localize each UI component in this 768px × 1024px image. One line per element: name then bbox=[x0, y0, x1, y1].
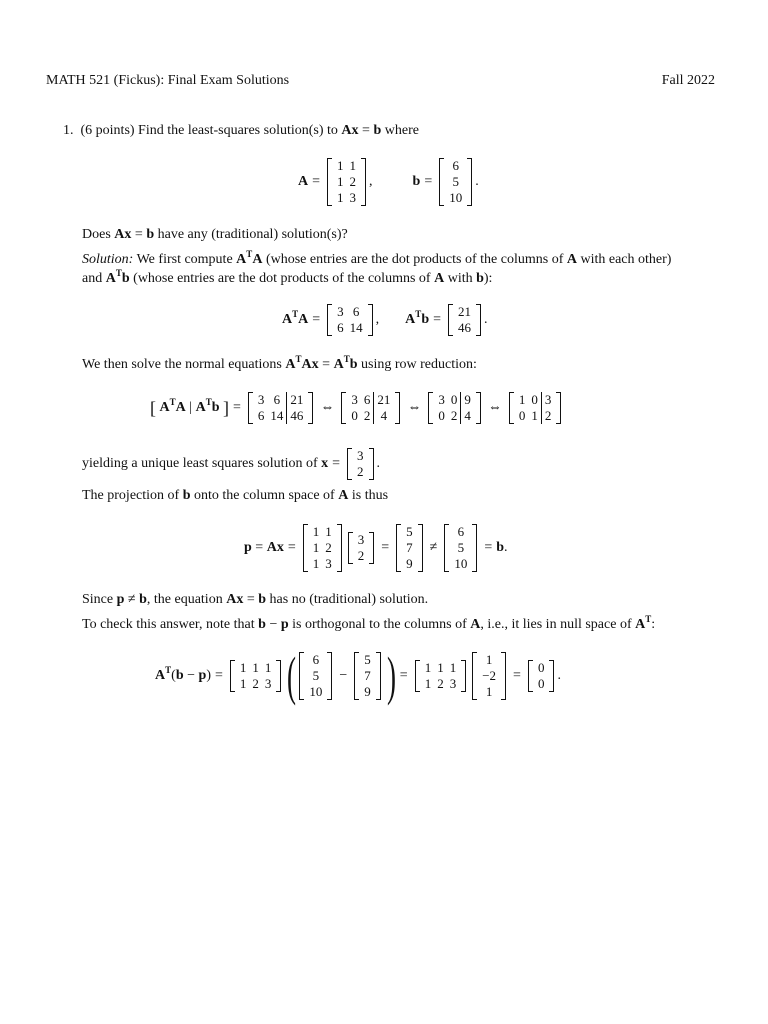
matrix-cell: 6 bbox=[273, 392, 281, 407]
matrix-cell: 7 bbox=[406, 540, 413, 555]
matrix-cell: 3 bbox=[357, 448, 364, 463]
matrix-cell: 0 bbox=[450, 392, 458, 407]
matrix-cell: 21 bbox=[287, 392, 307, 408]
vector-bminusp bbox=[472, 652, 506, 700]
matrix-cell: 3 bbox=[541, 392, 554, 408]
matrix-cell: 2 bbox=[450, 408, 458, 423]
equation-projection: p = Ax = 1 1 1 2 1 3 3 2 = 5 7 9 ≠ 6 5 10 = b . bbox=[244, 524, 508, 571]
matrix-cell: 1 bbox=[312, 556, 320, 571]
matrix-cell: 1 bbox=[337, 158, 344, 173]
matrix-cell: 0 bbox=[537, 660, 545, 675]
matrix-cell: 1 bbox=[449, 660, 457, 675]
matrix-A bbox=[327, 158, 366, 206]
matrix-cell: 0 bbox=[518, 408, 526, 423]
matrix-cell: 2 bbox=[252, 676, 259, 691]
matrix-cell: 9 bbox=[406, 556, 413, 571]
question-text: Does Ax = b have any (traditional) solution(s)? bbox=[82, 227, 348, 242]
projection-text: The projection of b onto the column space of A is thus bbox=[82, 488, 389, 503]
row-reduction: [ $A^TA$ | $A^Tb$ ] = 3 6 21 6 14 46 ⇔ 3 6 21 0 2 4 ⇔ 3 0 9 0 2 4 ⇔ 1 0 3 0 1 2 bbox=[150, 388, 564, 428]
matrix-cell: 0 bbox=[537, 676, 545, 691]
matrix-cell: 1 bbox=[337, 174, 344, 189]
open-paren: ( bbox=[287, 646, 297, 706]
matrix-cell: 1 bbox=[264, 660, 272, 675]
matrix-cell: 9 bbox=[461, 392, 474, 408]
matrix-cell: 1 bbox=[518, 392, 526, 407]
matrix-cell: 0 bbox=[351, 408, 358, 423]
matrix-cell: 6 bbox=[257, 408, 265, 423]
matrix-cell: 3 bbox=[438, 392, 445, 407]
vector-b-check bbox=[299, 652, 332, 700]
matrix-cell: 2 bbox=[349, 174, 357, 189]
vector-b-repeat bbox=[444, 524, 477, 572]
matrix-cell: 6 bbox=[452, 158, 459, 173]
equation-A-b: A = 1 1 1 2 1 3 , b = 6 5 10 . bbox=[298, 158, 479, 205]
matrix-cell: 10 bbox=[309, 684, 323, 699]
matrix-cell: 1 bbox=[337, 190, 344, 205]
matrix-cell: 3 bbox=[349, 190, 357, 205]
augmented-matrix-1 bbox=[248, 392, 314, 424]
augmented-matrix-3 bbox=[428, 392, 481, 424]
vector-x bbox=[347, 448, 374, 480]
matrix-cell: 1 bbox=[252, 660, 259, 675]
matrix-cell: 1 bbox=[239, 676, 247, 691]
header-term: Fall 2022 bbox=[661, 73, 715, 88]
matrix-cell: 5 bbox=[452, 174, 459, 189]
matrix-cell: 6 bbox=[457, 524, 465, 539]
matrix-cell: 4 bbox=[461, 408, 474, 424]
normal-equations-text: We then solve the normal equations $A^TAx = A^Tb$ using row reduction: bbox=[82, 354, 477, 372]
matrix-cell: 1 bbox=[437, 660, 444, 675]
matrix-cell: 1 bbox=[349, 158, 357, 173]
matrix-cell: 2 bbox=[357, 548, 365, 563]
solution-line-1: Solution: We first compute $A^TA$ (whose entries are the dot products of the columns of A with each other) bbox=[82, 249, 672, 267]
matrix-cell: 9 bbox=[364, 684, 371, 699]
matrix-cell: 1 bbox=[312, 524, 320, 539]
matrix-cell: 3 bbox=[337, 304, 344, 319]
matrix-cell: 3 bbox=[325, 556, 332, 571]
matrix-cell: 46 bbox=[287, 408, 307, 424]
close-paren: ) bbox=[386, 646, 396, 706]
least-squares-solution: yielding a unique least squares solution of x = 3 2 . bbox=[82, 448, 381, 479]
matrix-cell: 3 bbox=[351, 392, 358, 407]
equation-check: $A^T$ ( b − p ) = 1 1 1 1 2 3 ( 6 5 10 − 5 7 9 ) = 1 1 1 1 2 3 1 −2 1 = 0 0 . bbox=[155, 646, 561, 706]
matrix-cell: 5 bbox=[406, 524, 413, 539]
matrix-cell: 7 bbox=[364, 668, 371, 683]
matrix-cell: 14 bbox=[349, 320, 363, 335]
matrix-cell: 2 bbox=[541, 408, 554, 424]
matrix-cell: 5 bbox=[312, 668, 320, 683]
vector-b bbox=[439, 158, 472, 206]
matrix-AtA bbox=[327, 304, 373, 336]
matrix-cell: 2 bbox=[437, 676, 444, 691]
vector-x-repeat bbox=[348, 532, 375, 564]
matrix-cell: 0 bbox=[531, 392, 538, 407]
matrix-cell: 2 bbox=[363, 408, 371, 423]
solution-line-2: and $A^Tb$ (whose entries are the dot products of the columns of A with b): bbox=[82, 268, 493, 286]
matrix-At-repeat bbox=[415, 660, 467, 692]
matrix-cell: −2 bbox=[482, 668, 497, 683]
matrix-cell: 3 bbox=[357, 532, 365, 547]
vector-p bbox=[396, 524, 423, 572]
matrix-cell: 3 bbox=[264, 676, 272, 691]
check-text: To check this answer, note that b − p is orthogonal to the columns of A, i.e., it lies in null space of $A^T$: bbox=[82, 614, 656, 632]
matrix-cell: 1 bbox=[312, 540, 320, 555]
matrix-cell: 5 bbox=[364, 652, 371, 667]
matrix-At bbox=[230, 660, 282, 692]
matrix-cell: 1 bbox=[424, 660, 432, 675]
vector-zero bbox=[528, 660, 555, 692]
matrix-cell: 21 bbox=[458, 304, 472, 319]
matrix-cell: 2 bbox=[357, 464, 364, 479]
augmented-matrix-4 bbox=[509, 392, 562, 424]
matrix-A-repeat bbox=[303, 524, 342, 572]
problem-statement: 1. (6 points) Find the least-squares solution(s) to Ax = b where bbox=[63, 123, 419, 138]
header-course: MATH 521 (Fickus): Final Exam Solutions bbox=[46, 73, 290, 88]
matrix-cell: 4 bbox=[374, 408, 394, 424]
matrix-cell: 10 bbox=[454, 556, 468, 571]
matrix-cell: 6 bbox=[352, 304, 360, 319]
matrix-cell: 1 bbox=[531, 408, 538, 423]
matrix-cell: 14 bbox=[270, 408, 284, 423]
equation-AtA-Atb: $A^TA$ = 3 6 6 14 , $A^Tb$ = 21 46 . bbox=[282, 304, 488, 335]
matrix-cell: 1 bbox=[485, 652, 493, 667]
matrix-cell: 6 bbox=[337, 320, 344, 335]
matrix-cell: 1 bbox=[325, 524, 332, 539]
vector-p-check bbox=[354, 652, 381, 700]
matrix-cell: 1 bbox=[424, 676, 432, 691]
matrix-cell: 3 bbox=[449, 676, 457, 691]
matrix-cell: 1 bbox=[239, 660, 247, 675]
matrix-cell: 10 bbox=[449, 190, 463, 205]
matrix-cell: 0 bbox=[438, 408, 445, 423]
matrix-cell: 6 bbox=[312, 652, 320, 667]
matrix-cell: 6 bbox=[363, 392, 371, 407]
matrix-cell: 21 bbox=[374, 392, 394, 408]
matrix-cell: 46 bbox=[458, 320, 472, 335]
vector-Atb bbox=[448, 304, 481, 336]
matrix-cell: 1 bbox=[485, 684, 493, 699]
matrix-cell: 3 bbox=[257, 392, 265, 407]
augmented-matrix-2 bbox=[341, 392, 400, 424]
matrix-cell: 5 bbox=[457, 540, 465, 555]
since-text: Since p ≠ b, the equation Ax = b has no (traditional) solution. bbox=[82, 592, 429, 607]
matrix-cell: 2 bbox=[325, 540, 332, 555]
